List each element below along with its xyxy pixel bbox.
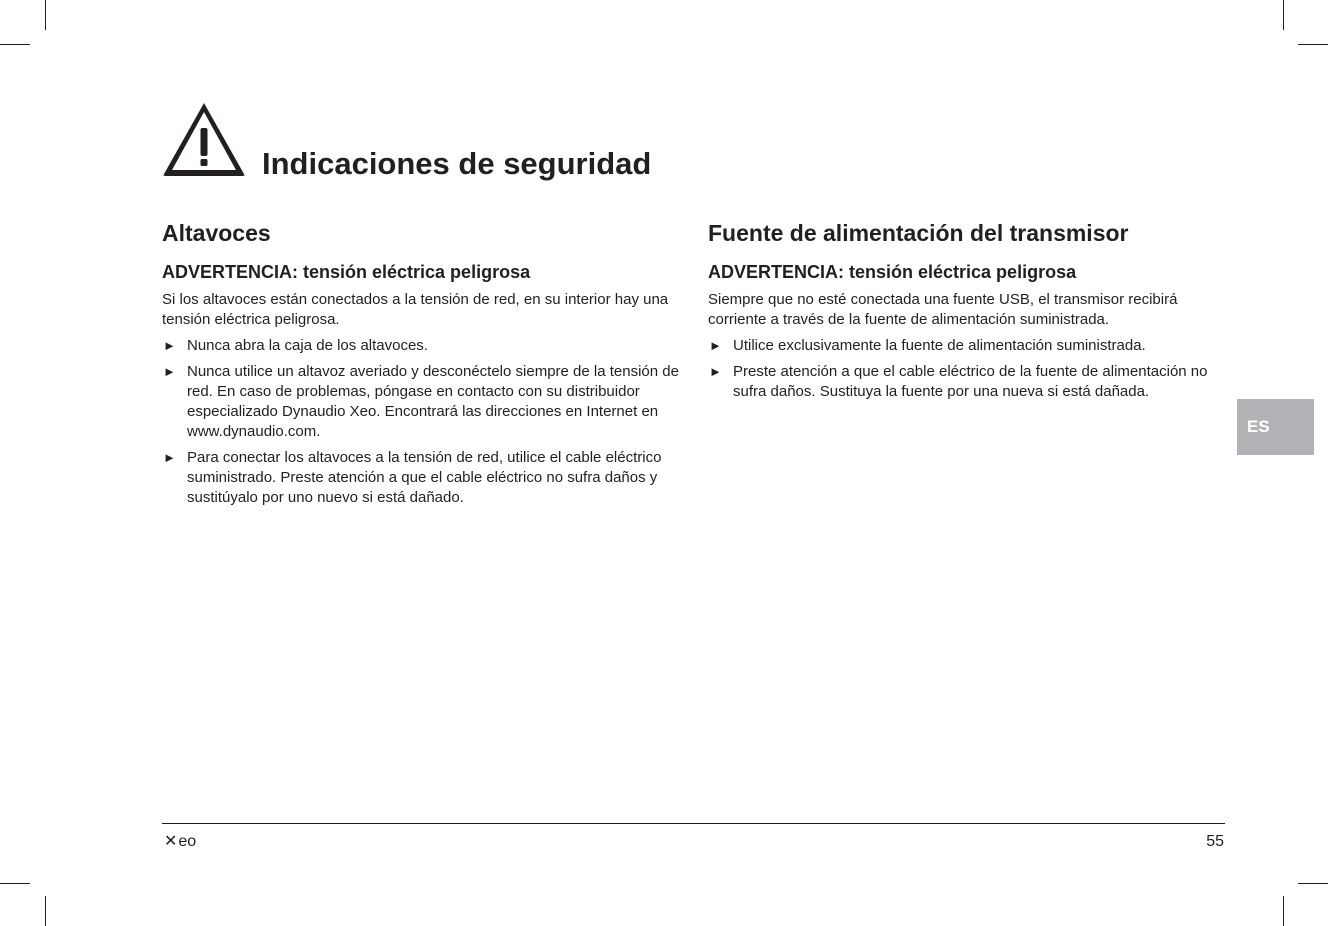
crop-mark (0, 44, 30, 45)
crop-mark (1298, 883, 1328, 884)
bullet-list (162, 336, 682, 508)
footer-divider (162, 823, 1225, 824)
bullet-arrow-icon: ► (709, 364, 722, 379)
right-column (708, 218, 1228, 408)
section-title: Fuente de alimentación del transmisor (708, 220, 1129, 246)
list-item (162, 448, 682, 508)
bullet-arrow-icon: ► (163, 338, 176, 353)
crop-mark (45, 896, 46, 926)
crop-mark (45, 0, 46, 30)
bullet-arrow-icon: ► (163, 450, 176, 465)
brand-mark: ✕ (164, 833, 178, 850)
crop-mark (1283, 0, 1284, 30)
list-item-text: Preste atención a que el cable eléctrico de la fuente de alimentación no sufra daños. Sustituya la fuente por una nueva si está dañada. (733, 363, 1208, 400)
list-item (162, 336, 682, 356)
intro-text: Siempre que no esté conectada una fuente USB, el transmisor recibirá corriente a través de la fuente de alimentación suministrada. (708, 291, 1178, 328)
list-item-text: Para conectar los altavoces a la tensión de red, utilice el cable eléctrico suministrado. Preste atención a que el cable eléctrico no sufra daños y sustitúyalo por uno nuevo si está dañado. (187, 449, 662, 506)
warning-title: ADVERTENCIA: tensión eléctrica peligrosa (162, 262, 531, 282)
list-item (708, 362, 1228, 402)
left-column (162, 218, 682, 514)
page-number: 55 (1206, 833, 1224, 850)
list-item-text: Nunca abra la caja de los altavoces. (187, 337, 428, 354)
crop-mark (1283, 896, 1284, 926)
bullet-arrow-icon: ► (163, 364, 176, 379)
bullet-arrow-icon: ► (709, 338, 722, 353)
bullet-list (708, 336, 1228, 402)
brand-logo (164, 832, 196, 852)
list-item-text: Nunca utilice un altavoz averiado y desconéctelo siempre de la tensión de red. En caso de problemas, póngase en contacto con su distribuidor especializado Dynaudio Xeo. Encontrará las direcciones en Internet en www.dynaudio.com. (187, 363, 679, 440)
warning-triangle-icon (161, 100, 247, 178)
crop-mark (1298, 44, 1328, 45)
brand-name: eo (178, 833, 197, 850)
list-item (162, 362, 682, 442)
intro-text: Si los altavoces están conectados a la tensión de red, en su interior hay una tensión eléctrica peligrosa. (162, 291, 669, 328)
page-title: Indicaciones de seguridad (262, 146, 652, 181)
list-item-text: Utilice exclusivamente la fuente de alimentación suministrada. (733, 337, 1146, 354)
language-tab: ES (1237, 399, 1314, 455)
section-title: Altavoces (162, 220, 271, 246)
crop-mark (0, 883, 30, 884)
warning-title: ADVERTENCIA: tensión eléctrica peligrosa (708, 262, 1077, 282)
list-item (708, 336, 1228, 356)
